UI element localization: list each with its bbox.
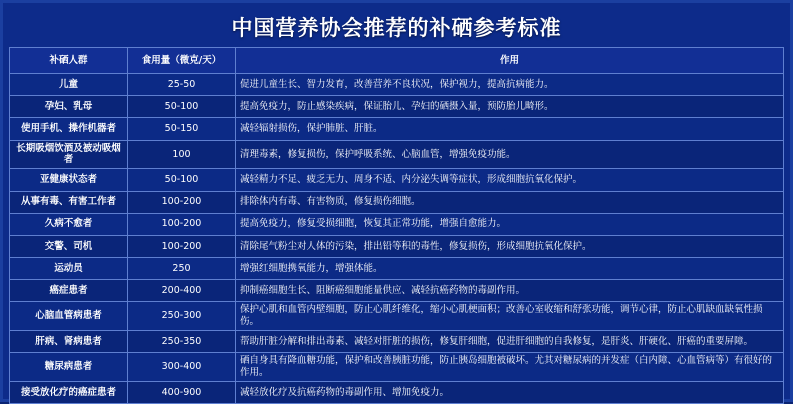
table-row [10, 169, 784, 191]
cell-effect: 硒自身具有降血糖功能，保护和改善胰脏功能，防止胰岛细胞被破坏。尤其对糖尿病的并发症（白内障、心血管病等）有很好的作用。 [236, 353, 784, 382]
cell-effect: 减轻放化疗及抗癌药物的毒副作用、增加免疫力。 [236, 382, 784, 404]
table-row [10, 235, 784, 257]
cell-effect: 清除尾气粉尘对人体的污染，排出铅等积的毒性，修复损伤，形成细胞抗氧化保护。 [236, 235, 784, 257]
cell-effect: 增强红细胞携氧能力，增强体能。 [236, 258, 784, 280]
cell-dose: 100-200 [128, 235, 236, 257]
cell-dose: 50-100 [128, 96, 236, 118]
table-body [10, 74, 784, 404]
cell-dose: 250 [128, 258, 236, 280]
cell-group: 心脑血管病患者 [10, 302, 128, 331]
table-row [10, 96, 784, 118]
cell-group: 癌症患者 [10, 280, 128, 302]
cell-effect: 排除体内有毒、有害物质，修复损伤细胞。 [236, 191, 784, 213]
table-header [10, 48, 784, 74]
cell-group: 久病不愈者 [10, 213, 128, 235]
table-row [10, 258, 784, 280]
cell-group: 从事有毒、有害工作者 [10, 191, 128, 213]
cell-group: 使用手机、操作机器者 [10, 118, 128, 140]
cell-group: 亚健康状态者 [10, 169, 128, 191]
page-title [9, 7, 784, 47]
cell-group: 肝病、肾病患者 [10, 331, 128, 353]
cell-dose: 250-350 [128, 331, 236, 353]
cell-dose: 50-100 [128, 169, 236, 191]
cell-dose: 200-400 [128, 280, 236, 302]
cell-effect: 减轻辐射损伤，保护肺脏、肝脏。 [236, 118, 784, 140]
cell-dose: 25-50 [128, 74, 236, 96]
cell-dose: 50-150 [128, 118, 236, 140]
table-row [10, 140, 784, 169]
cell-group: 孕妇、乳母 [10, 96, 128, 118]
cell-dose: 300-400 [128, 353, 236, 382]
table-row [10, 353, 784, 382]
cell-group: 糖尿病患者 [10, 353, 128, 382]
table-row [10, 191, 784, 213]
table-row [10, 331, 784, 353]
cell-effect: 抑制癌细胞生长、阻断癌细胞能量供应、减轻抗癌药物的毒副作用。 [236, 280, 784, 302]
cell-group: 儿童 [10, 74, 128, 96]
cell-effect: 促进儿童生长、智力发育，改善营养不良状况，保护视力，提高抗病能力。 [236, 74, 784, 96]
cell-effect: 清理毒素，修复损伤，保护呼吸系统、心脑血管，增强免疫功能。 [236, 140, 784, 169]
table-row [10, 118, 784, 140]
table-row [10, 213, 784, 235]
table-row [10, 280, 784, 302]
cell-effect: 保护心肌和血管内壁细胞，防止心肌纤维化，缩小心肌梗面积；改善心室收缩和舒张功能，调节心律，防止心肌缺血缺氧性损伤。 [236, 302, 784, 331]
table-row [10, 302, 784, 331]
cell-group: 运动员 [10, 258, 128, 280]
table-row [10, 382, 784, 404]
selenium-standard-table [9, 47, 784, 404]
table-row [10, 74, 784, 96]
cell-dose: 400-900 [128, 382, 236, 404]
cell-group: 接受放化疗的癌症患者 [10, 382, 128, 404]
cell-effect: 帮助肝脏分解和排出毒素、减轻对肝脏的损伤，修复肝细胞，促进肝细胞的自我修复，是肝炎、肝硬化、肝癌的重要屏障。 [236, 331, 784, 353]
cell-group: 交警、司机 [10, 235, 128, 257]
column-header-dose: 食用量（微克/天） [128, 48, 236, 74]
cell-dose: 100 [128, 140, 236, 169]
cell-dose: 250-300 [128, 302, 236, 331]
cell-effect: 提高免疫力，修复受损细胞，恢复其正常功能，增强自愈能力。 [236, 213, 784, 235]
page-title-text: 中国营养协会推荐的补硒参考标准 [231, 16, 562, 40]
table-header-row [10, 48, 784, 74]
cell-effect: 减轻精力不足、疲乏无力、周身不适、内分泌失调等症状，形成细胞抗氧化保护。 [236, 169, 784, 191]
cell-dose: 100-200 [128, 213, 236, 235]
cell-dose: 100-200 [128, 191, 236, 213]
cell-effect: 提高免疫力，防止感染疾病，保证胎儿、孕妇的硒摄入量，预防胎儿畸形。 [236, 96, 784, 118]
column-header-effect: 作用 [236, 48, 784, 74]
column-header-group: 补硒人群 [10, 48, 128, 74]
cell-group: 长期吸烟饮酒及被动吸烟者 [10, 140, 128, 169]
